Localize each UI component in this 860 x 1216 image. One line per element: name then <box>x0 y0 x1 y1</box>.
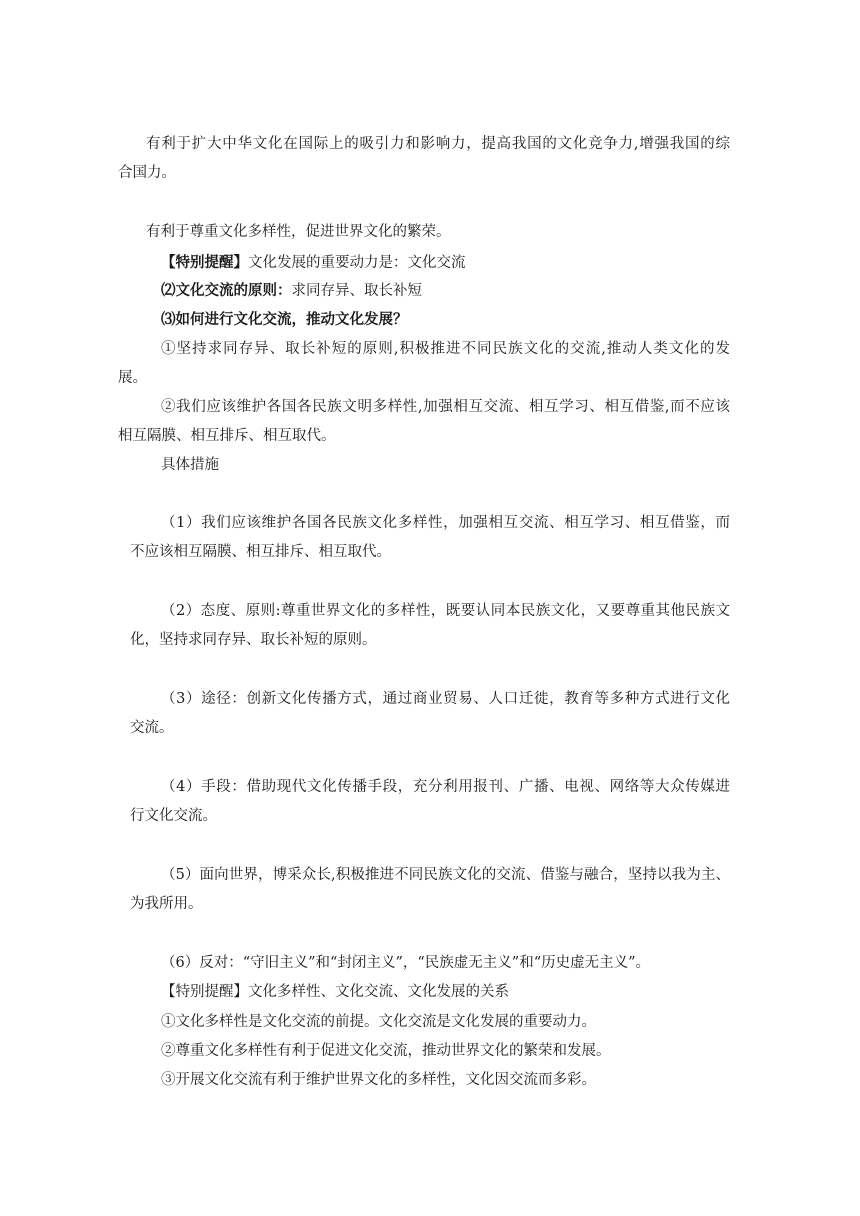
paragraph-line: 有利于扩大中华文化在国际上的吸引力和影响力，提高我国的文化竞争力,增强我国的综 <box>146 136 730 152</box>
measure-line: （5）面向世界，博采众长,积极推进不同民族文化的交流、借鉴与融合，坚持以我为主、 <box>161 867 730 883</box>
relation-item: ①文化多样性是文化交流的前提。文化交流是文化发展的重要动力。 <box>161 1014 596 1030</box>
measure-line: （4）手段：借助现代文化传播手段，充分利用报刊、广播、电视、网络等大众传媒进 <box>161 779 730 795</box>
list-item-line: 相互隔膜、相互排斥、相互取代。 <box>118 428 336 444</box>
measure-line: （6）反对：“守旧主义”和“封闭主义”，“民族虚无主义”和“历史虚无主义”。 <box>161 955 651 971</box>
tip-label: 【特别提醒】 <box>161 984 248 1000</box>
measure-line: 交流。 <box>130 720 174 736</box>
measure-line: 化，坚持求同存异、取长补短的原则。 <box>130 632 377 648</box>
tip-text: 文化多样性、文化交流、文化发展的关系 <box>248 984 509 1000</box>
section-title: 具体措施 <box>161 457 219 473</box>
heading-text: 求同存异、取长补短 <box>291 283 422 299</box>
heading-how: ⑶如何进行文化交流，推动文化发展？ <box>161 311 408 328</box>
measure-line: 行文化交流。 <box>130 808 217 824</box>
measure-line: （3）途径：创新文化传播方式，通过商业贸易、人口迁徙，教育等多种方式进行文化 <box>161 691 730 707</box>
measure-line: （2）态度、原则:尊重世界文化的多样性，既要认同本民族文化，又要尊重其他民族文 <box>161 603 730 619</box>
measure-line: 不应该相互隔膜、相互排斥、相互取代。 <box>130 544 391 560</box>
measure-line: 为我所用。 <box>130 896 203 912</box>
heading-label: ⑵文化交流的原则： <box>161 282 292 299</box>
tip-line <box>161 253 466 273</box>
relation-item: ②尊重文化多样性有利于促进文化交流，推动世界文化的繁荣和发展。 <box>161 1043 611 1059</box>
relation-item: ③开展文化交流有利于维护世界文化的多样性，文化因交流而多彩。 <box>161 1072 596 1088</box>
tip-text: 文化发展的重要动力是：文化交流 <box>248 255 466 271</box>
tip-label: 【特别提醒】 <box>161 254 248 271</box>
list-item-line: ①坚持求同存异、取长补短的原则,积极推进不同民族文化的交流,推动人类文化的发 <box>161 341 730 357</box>
measure-line: （1）我们应该维护各国各民族文化多样性，加强相互交流、相互学习、相互借鉴，而 <box>161 515 730 531</box>
paragraph-line: 合国力。 <box>118 165 176 181</box>
list-item-line: ②我们应该维护各国各民族文明多样性,加强相互交流、相互学习、相互借鉴,而不应该 <box>161 399 730 415</box>
heading-principle <box>161 281 422 301</box>
paragraph: 有利于尊重文化多样性，促进世界文化的繁荣。 <box>146 224 451 240</box>
list-item-line: 展。 <box>118 370 147 386</box>
tip-line <box>161 982 509 1002</box>
